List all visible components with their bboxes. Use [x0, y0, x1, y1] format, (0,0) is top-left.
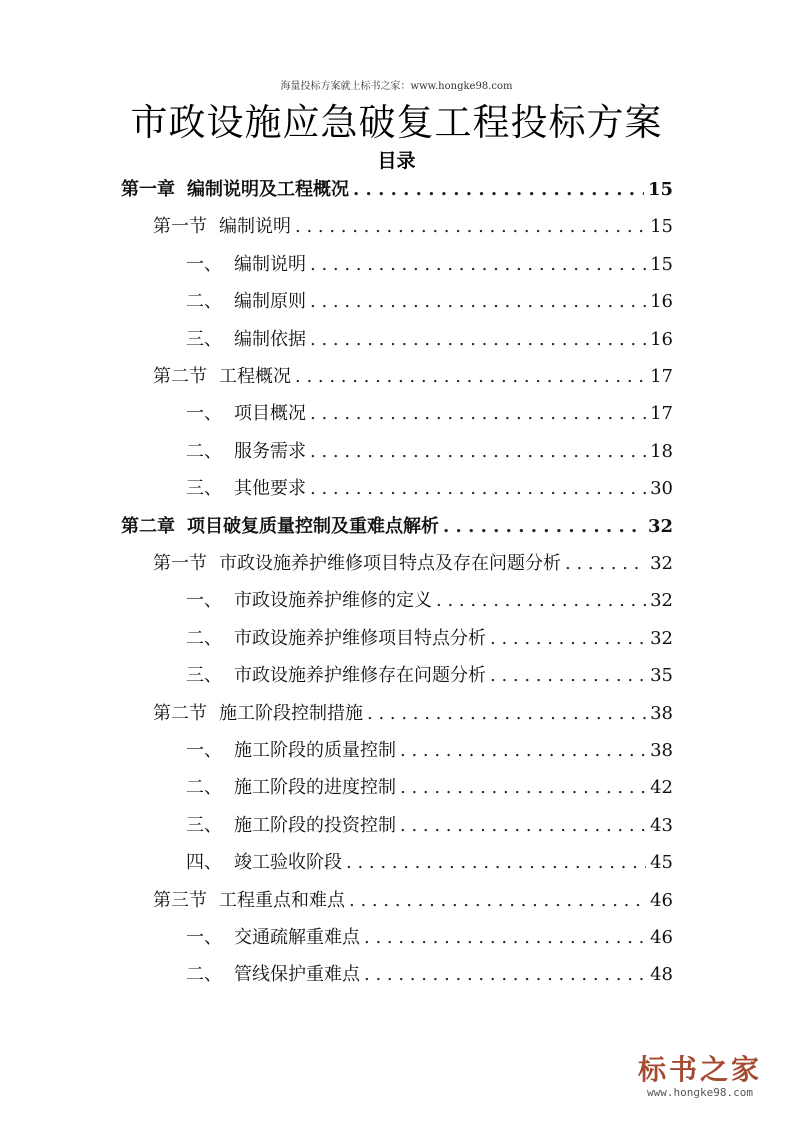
toc-entry-page: 15: [650, 254, 673, 275]
toc-entry-page: 46: [650, 927, 673, 948]
toc-entry[interactable]: [186, 848, 673, 876]
toc-entry-number: 三、: [186, 815, 222, 836]
toc-entry[interactable]: [186, 586, 673, 614]
toc-entry[interactable]: [186, 287, 673, 315]
toc-entry-page: 45: [650, 852, 673, 873]
toc-entry-page: 38: [650, 740, 673, 761]
toc-entry-number: 第一节: [153, 553, 207, 574]
toc-entry-number: 一、: [186, 927, 222, 948]
toc-entry[interactable]: [186, 250, 673, 278]
toc-entry-number: 第二节: [153, 366, 207, 387]
toc-dot-leader: [353, 179, 644, 200]
toc-entry-label: 竣工验收阶段: [234, 852, 342, 873]
toc-entry-label: 编制说明及工程概况: [187, 179, 349, 200]
logo-mark: 标书之家: [637, 1053, 762, 1086]
toc-entry-label: 编制说明: [219, 216, 291, 237]
toc-entry-number: 二、: [186, 628, 222, 649]
toc-entry-label: 管线保护重难点: [234, 964, 360, 985]
toc-dot-leader: [565, 553, 646, 574]
toc-entry-page: 16: [650, 329, 673, 350]
toc-entry-label: 市政设施养护维修的定义: [234, 590, 432, 611]
toc-entry-number: 一、: [186, 254, 222, 275]
toc-entry[interactable]: [153, 362, 673, 390]
toc-entry-number: 一、: [186, 740, 222, 761]
toc-entry[interactable]: [153, 886, 673, 914]
toc-entry-page: 46: [650, 890, 673, 911]
toc-entry-number: 四、: [186, 852, 222, 873]
toc-entry-label: 市政设施养护维修项目特点分析: [234, 628, 486, 649]
toc-dot-leader: [364, 927, 646, 948]
toc-entry-page: 43: [650, 815, 673, 836]
toc-entry-number: 一、: [186, 403, 222, 424]
toc-entry-number: 二、: [186, 441, 222, 462]
toc-dot-leader: [346, 852, 646, 873]
toc-entry-label: 项目破复质量控制及重难点解析: [187, 516, 439, 537]
toc-entry-number: 第三节: [153, 890, 207, 911]
toc-dot-leader: [490, 665, 646, 686]
toc-entry-number: 三、: [186, 478, 222, 499]
toc-entry-page: 32: [647, 516, 673, 537]
toc-entry[interactable]: [153, 549, 673, 577]
toc-entry-page: 32: [650, 553, 673, 574]
toc-entry[interactable]: [186, 811, 673, 839]
toc-entry[interactable]: [121, 512, 673, 540]
toc-entry-page: 42: [650, 777, 673, 798]
toc-dot-leader: [349, 890, 646, 911]
toc-entry-number: 三、: [186, 329, 222, 350]
toc-entry-page: 18: [650, 441, 673, 462]
toc-dot-leader: [310, 254, 646, 275]
toc-entry-label: 工程概况: [219, 366, 291, 387]
toc-entry-number: 第二章: [121, 516, 175, 537]
document-title: 市政设施应急破复工程投标方案: [130, 101, 663, 144]
toc-dot-leader: [400, 740, 646, 761]
toc-entry-label: 工程重点和难点: [219, 890, 345, 911]
toc-entry[interactable]: [186, 960, 673, 988]
toc-entry-page: 48: [650, 964, 673, 985]
toc-entry-label: 市政设施养护维修项目特点及存在问题分析: [219, 553, 561, 574]
toc-entry-number: 第一节: [153, 216, 207, 237]
logo-url: www.hongke98.com: [647, 1086, 753, 1099]
toc-entry[interactable]: [186, 736, 673, 764]
toc-dot-leader: [400, 815, 646, 836]
toc-entry-page: 32: [650, 590, 673, 611]
toc-entry[interactable]: [153, 212, 673, 240]
toc-entry-label: 项目概况: [234, 403, 306, 424]
toc-entry-page: 16: [650, 291, 673, 312]
toc-dot-leader: [310, 329, 646, 350]
toc-entry[interactable]: [186, 474, 673, 502]
toc-entry-label: 编制原则: [234, 291, 306, 312]
footer-logo: [625, 1048, 775, 1108]
toc-entry-page: 17: [650, 366, 673, 387]
toc-entry-page: 38: [650, 703, 673, 724]
toc-entry-label: 交通疏解重难点: [234, 927, 360, 948]
toc-entry[interactable]: [186, 661, 673, 689]
toc-entry-page: 15: [647, 179, 673, 200]
toc-entry-number: 三、: [186, 665, 222, 686]
toc-entry[interactable]: [186, 923, 673, 951]
toc-entry-page: 32: [650, 628, 673, 649]
toc-entry-number: 第一章: [121, 179, 175, 200]
toc-entry-label: 施工阶段的质量控制: [234, 740, 396, 761]
toc-dot-leader: [310, 291, 646, 312]
toc-entry[interactable]: [186, 399, 673, 427]
toc-entry-number: 一、: [186, 590, 222, 611]
toc-entry-page: 15: [650, 216, 673, 237]
toc-entry[interactable]: [186, 624, 673, 652]
toc-entry[interactable]: [121, 175, 673, 203]
toc-entry-page: 35: [650, 665, 673, 686]
toc-entry-label: 编制依据: [234, 329, 306, 350]
toc-entry-label: 市政设施养护维修存在问题分析: [234, 665, 486, 686]
toc-entry-page: 17: [650, 403, 673, 424]
toc-entry[interactable]: [186, 773, 673, 801]
toc-dot-leader: [436, 590, 646, 611]
toc-dot-leader: [310, 441, 646, 462]
toc-entry-number: 第二节: [153, 703, 207, 724]
toc-entry-label: 施工阶段的投资控制: [234, 815, 396, 836]
toc-entry[interactable]: [153, 699, 673, 727]
toc-dot-leader: [367, 703, 646, 724]
toc-dot-leader: [310, 403, 646, 424]
header-note: 海量投标方案就上标书之家：www.hongke98.com: [280, 81, 513, 92]
toc-entry-label: 施工阶段控制措施: [219, 703, 363, 724]
toc-entry-number: 二、: [186, 291, 222, 312]
toc-entry-label: 其他要求: [234, 478, 306, 499]
toc-dot-leader: [295, 366, 646, 387]
toc-entry[interactable]: [186, 325, 673, 353]
toc-entry-number: 二、: [186, 964, 222, 985]
toc-entry-page: 30: [650, 478, 673, 499]
toc-dot-leader: [295, 216, 646, 237]
toc-dot-leader: [490, 628, 646, 649]
toc-entry-number: 二、: [186, 777, 222, 798]
toc-entry-label: 施工阶段的进度控制: [234, 777, 396, 798]
toc-dot-leader: [364, 964, 646, 985]
toc-dot-leader: [443, 516, 644, 537]
toc-entry[interactable]: [186, 437, 673, 465]
toc-entry-label: 服务需求: [234, 441, 306, 462]
toc-dot-leader: [310, 478, 646, 499]
toc-dot-leader: [400, 777, 646, 798]
toc-heading: 目录: [377, 150, 416, 172]
toc-entry-label: 编制说明: [234, 254, 306, 275]
